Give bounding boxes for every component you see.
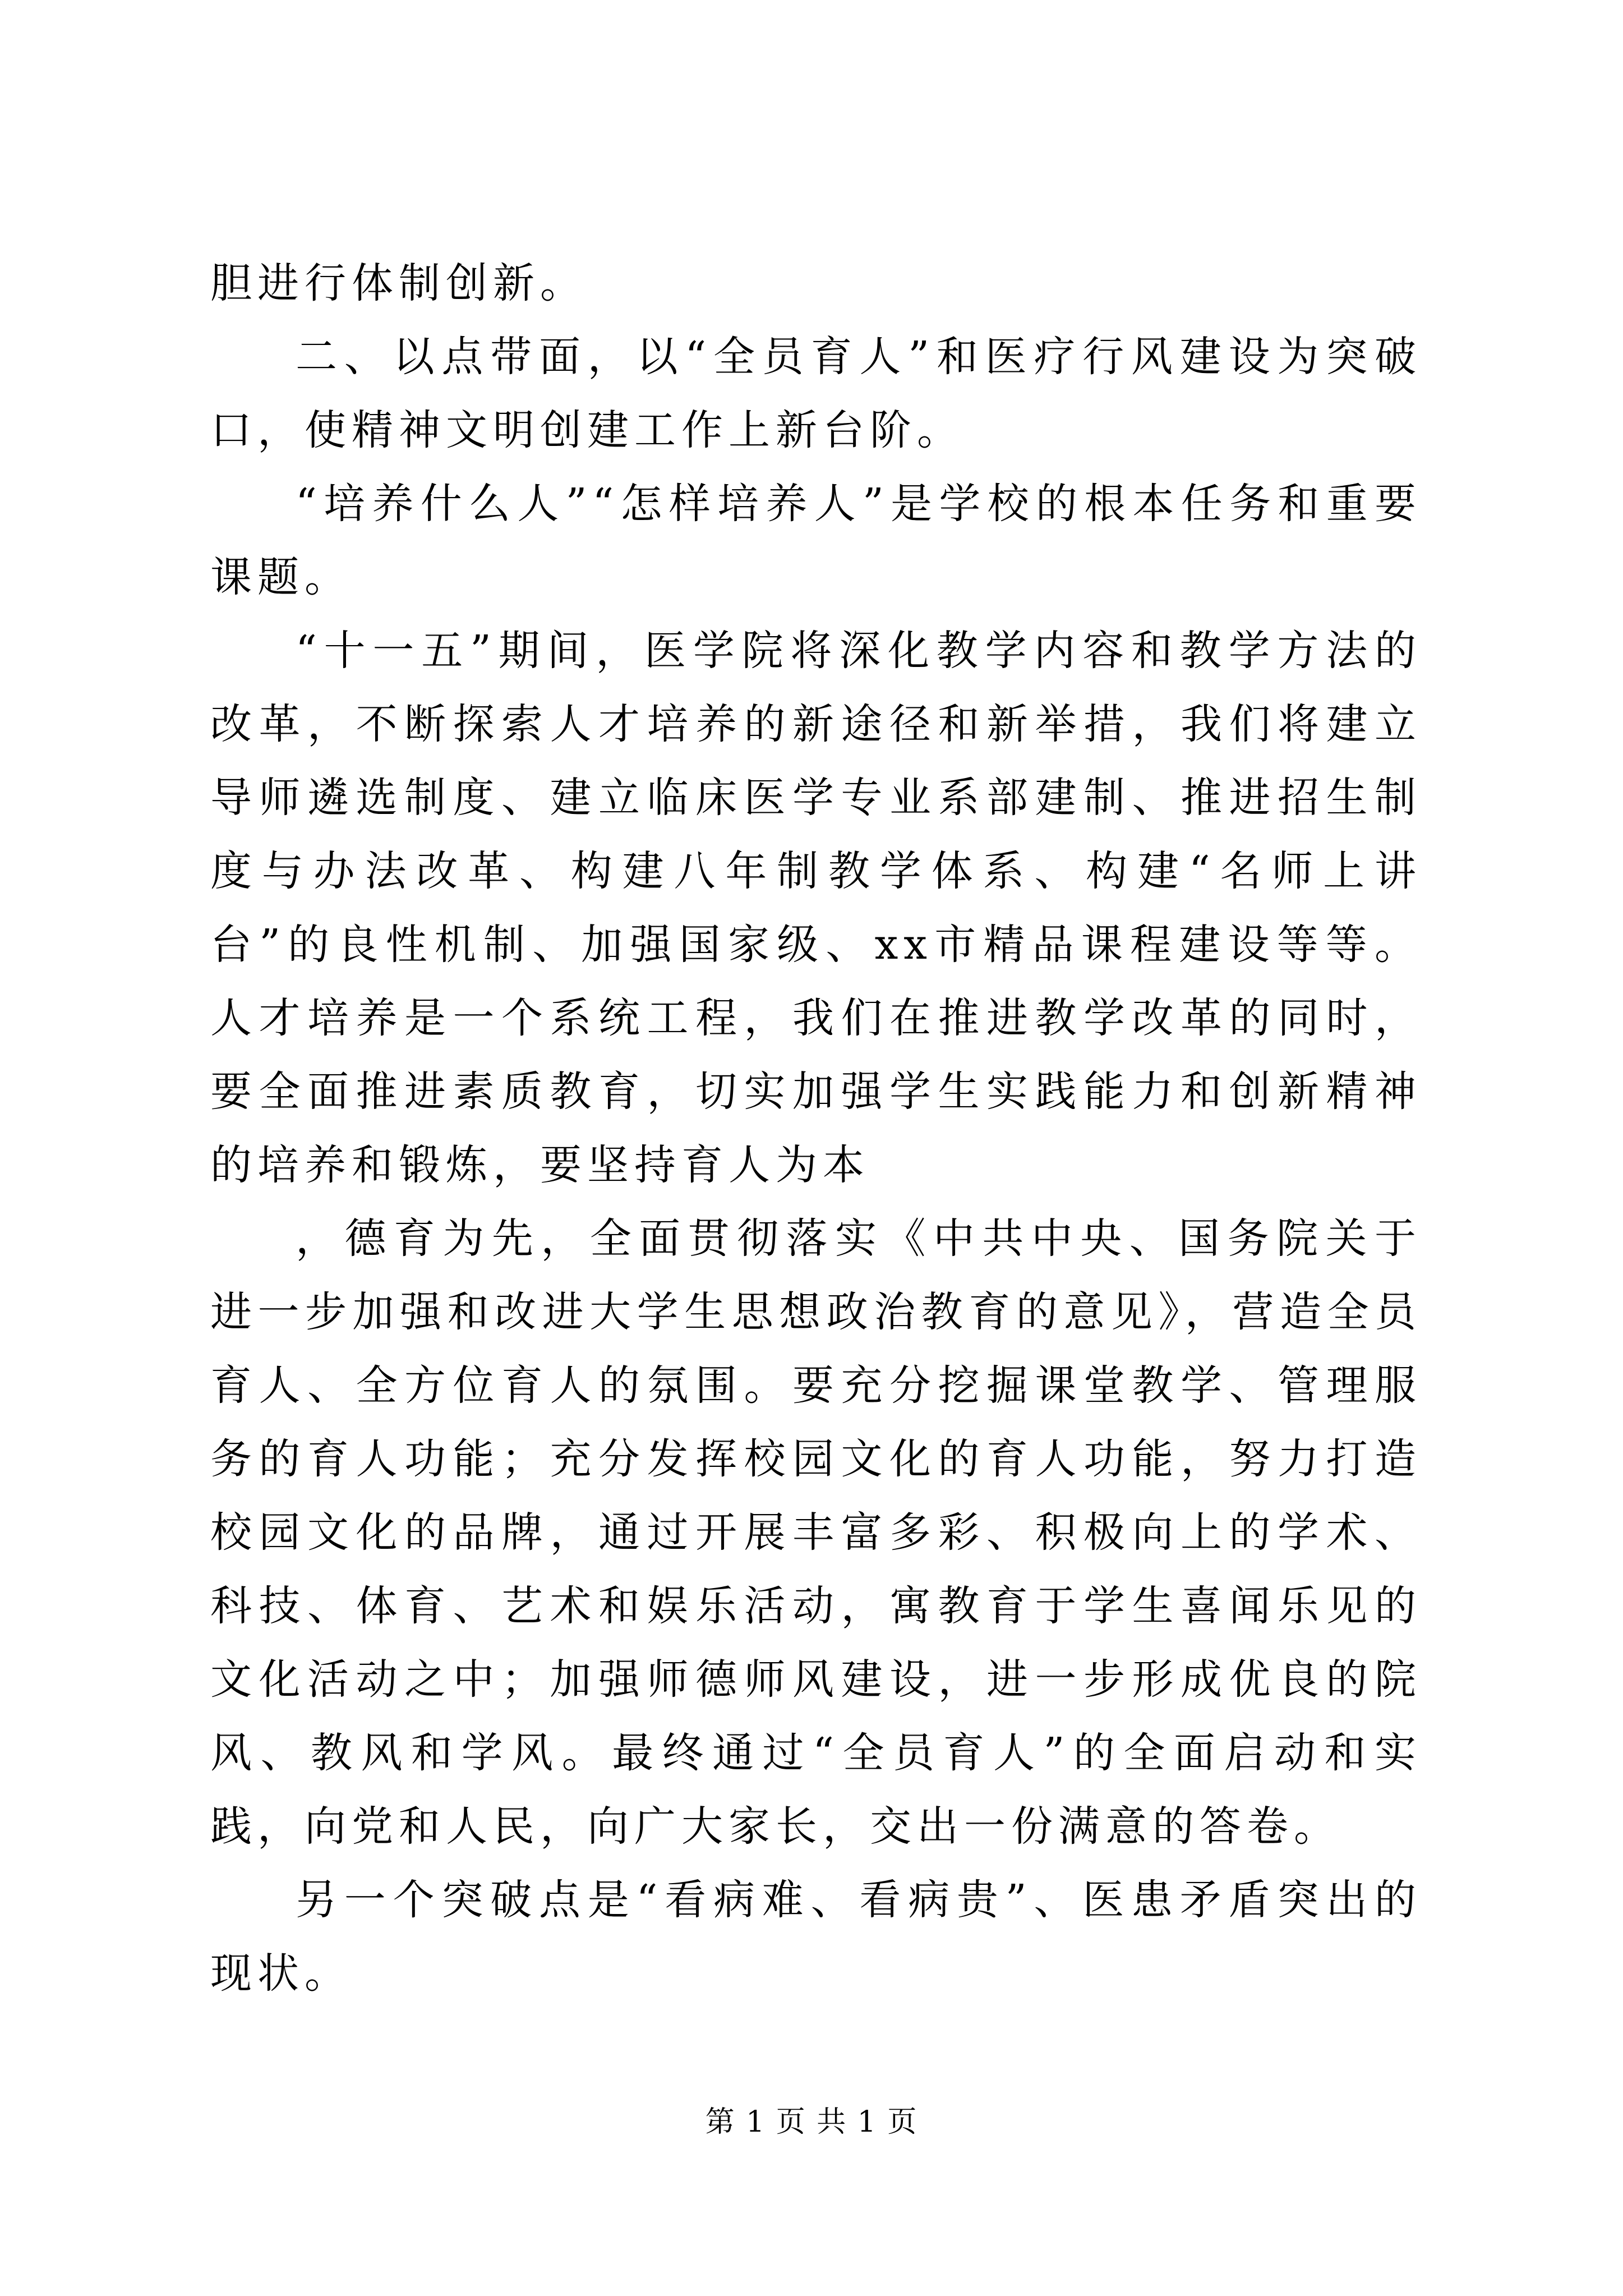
page-number-footer: 第 1 页 共 1 页 [705,2105,918,2139]
paragraph-continuation: 胆进行体制创新。 [210,259,587,307]
paragraph-breakthrough: 另一个突破点是“看病难、看病贵”、医患矛盾突出的现状。 [210,1876,1422,1998]
paragraph-eleventh-five-year: “十一五”期间，医学院将深化教学内容和教学方法的改革，不断探索人才培养的新途径和新举措，我们将建立导师遴选制度、建立临床医学专业系部建制、推进招生制度与办法改革、构建八年制教学体系、构建“名师上讲台”的良性机制、加强国家级、xx市精品课程建设等等。人才培养是一个系统工程，我们在推进教学改革的同时，要全面推进素质教育，切实加强学生实践能力和创新精神的培养和锻炼，要坚持育人为本 [210,627,1422,1189]
paragraph-moral-education: ，德育为先，全面贯彻落实《中共中央、国务院关于进一步加强和改进大学生思想政治教育的意见》，营造全员育人、全方位育人的氛围。要充分挖掘课堂教学、管理服务的育人功能；充分发挥校园文化的育人功能，努力打造校园文化的品牌，通过开展丰富多彩、积极向上的学术、科技、体育、艺术和娱乐活动，寓教育于学生喜闻乐见的文化活动之中；加强师德师风建设，进一步形成优良的院风、教风和学风。最终通过“全员育人”的全面启动和实践，向党和人民，向广大家长，交出一份满意的答卷。 [210,1214,1422,1851]
document-body [210,247,1422,2010]
paragraph-training-question: “培养什么人”“怎样培养人”是学校的根本任务和重要课题。 [210,480,1422,601]
paragraph-section-heading: 二、以点带面，以“全员育人”和医疗行风建设为突破口，使精神文明创建工作上新台阶。 [210,333,1422,454]
